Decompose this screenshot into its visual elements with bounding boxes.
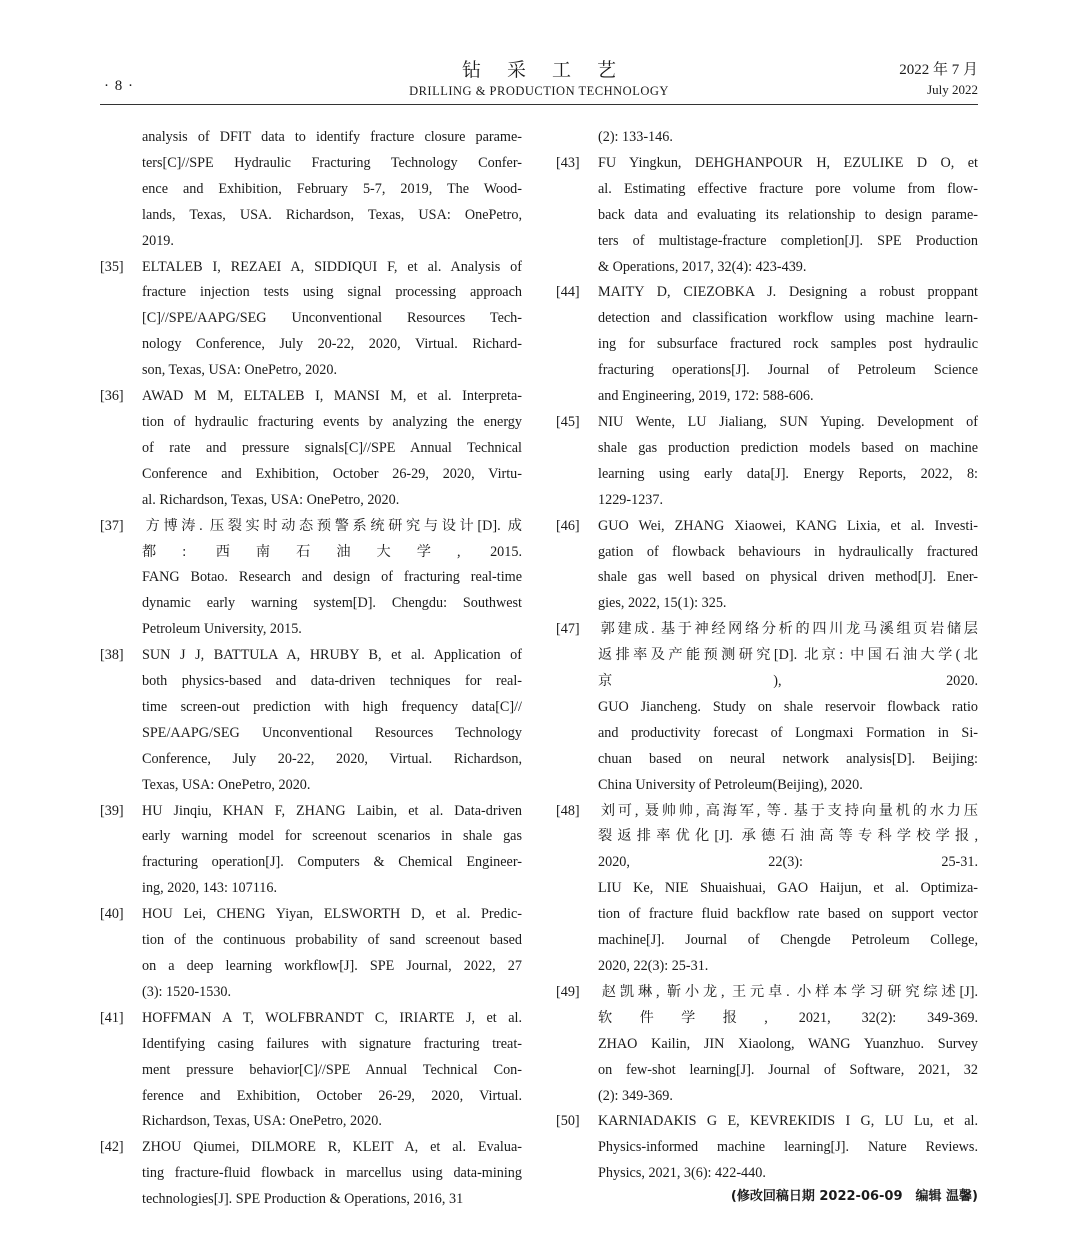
reference-line xyxy=(556,954,978,980)
reference-line xyxy=(100,1161,522,1187)
reference-line xyxy=(100,695,522,721)
reference-text: SPE/AAPG/SEG Unconventional Resources Technology xyxy=(142,724,522,741)
reference-text: ting fracture-fluid flowback in marcellus using data-mining xyxy=(142,1165,522,1182)
reference-line xyxy=(556,436,978,462)
reference-text: 2019. xyxy=(142,232,174,249)
reference-text: Texas, USA: OnePetro, 2020. xyxy=(142,776,311,793)
reference-line xyxy=(556,643,978,669)
reference-text: 返排率及产能预测研究[D]. 北京: 中国石油大学(北 xyxy=(598,647,978,664)
reference-text: 刘可, 聂帅帅, 高海军, 等. 基于支持向量机的水力压 xyxy=(598,802,978,819)
reference-number: [44] xyxy=(556,284,580,301)
reference-entry xyxy=(556,151,978,281)
reference-entry xyxy=(100,643,522,798)
reference-line xyxy=(556,1084,978,1110)
reference-text: ZHAO Kailin, JIN Xiaolong, WANG Yuanzhuo. Survey xyxy=(598,1035,978,1052)
reference-number: [38] xyxy=(100,647,124,664)
reference-line xyxy=(100,773,522,799)
reference-text: son, Texas, USA: OnePetro, 2020. xyxy=(142,362,337,379)
reference-line xyxy=(556,824,978,850)
reference-entry xyxy=(556,799,978,980)
reference-line xyxy=(556,125,978,151)
left-column xyxy=(100,125,522,1213)
reference-line xyxy=(100,643,522,669)
reference-entry xyxy=(556,280,978,410)
reference-line xyxy=(556,410,978,436)
reference-line xyxy=(556,928,978,954)
reference-line xyxy=(100,1135,522,1161)
journal-title-cn: 钻采工艺 xyxy=(461,60,642,81)
reference-line xyxy=(100,384,522,410)
issue-date-cn: 2022 年 7 月 xyxy=(899,62,978,78)
reference-text: AWAD M M, ELTALEB I, MANSI M, et al. Interpreta- xyxy=(142,388,522,405)
reference-text: NIU Wente, LU Jialiang, SUN Yuping. Development of xyxy=(598,413,978,430)
reference-text: HOFFMAN A T, WOLFBRANDT C, IRIARTE J, et al. xyxy=(142,1009,522,1026)
reference-text: MAITY D, CIEZOBKA J. Designing a robust proppant xyxy=(598,284,978,301)
reference-text: 裂返排率优化[J]. 承德石油高等专科学校学报, xyxy=(598,828,978,845)
reference-text: China University of Petroleum(Beijing), 2020. xyxy=(598,776,863,793)
reference-line xyxy=(556,850,978,876)
reference-line xyxy=(556,255,978,281)
reference-number: [35] xyxy=(100,258,124,275)
reference-line xyxy=(100,954,522,980)
reference-number: [43] xyxy=(556,154,580,171)
reference-line xyxy=(556,876,978,902)
reference-text: gation of flowback behaviours in hydraulically fractured xyxy=(598,543,978,560)
reference-text: shale gas production prediction models based on machine xyxy=(598,439,978,456)
reference-line xyxy=(100,1032,522,1058)
reference-text: FANG Botao. Research and design of fracturing real-time xyxy=(142,569,522,586)
reference-text: Conference, July 20-22, 2020, Virtual. Richardson, xyxy=(142,750,522,767)
reference-text: (2): 349-369. xyxy=(598,1087,673,1104)
reference-line xyxy=(556,747,978,773)
reference-line xyxy=(100,1058,522,1084)
reference-line xyxy=(556,902,978,928)
reference-line xyxy=(556,721,978,747)
reference-line xyxy=(556,1006,978,1032)
reference-text: tion of hydraulic fracturing events by analyzing the energy xyxy=(142,413,522,430)
reference-line xyxy=(556,177,978,203)
reference-text: fracturing operation[J]. Computers & Chemical Engineer- xyxy=(142,854,522,871)
reference-line xyxy=(556,773,978,799)
reference-line xyxy=(556,1135,978,1161)
reference-text: fracturing operations[J]. Journal of Petroleum Science xyxy=(598,362,978,379)
reference-line xyxy=(556,565,978,591)
reference-text: 赵凯琳, 靳小龙, 王元卓. 小样本学习研究综述[J]. xyxy=(598,983,978,1000)
reference-line xyxy=(556,1109,978,1135)
reference-text: fracture injection tests using signal processing approach xyxy=(142,284,522,301)
reference-text: ELTALEB I, REZAEI A, SIDDIQUI F, et al. Analysis of xyxy=(142,258,522,275)
reference-text: ters[C]//SPE Hydraulic Fracturing Technology Confer- xyxy=(142,154,522,171)
reference-number: [49] xyxy=(556,983,580,1000)
reference-text: machine[J]. Journal of Chengde Petroleum College, xyxy=(598,932,978,949)
page-number: · 8 · xyxy=(104,78,134,94)
reference-line xyxy=(100,358,522,384)
reference-text: detection and classification workflow using machine learn- xyxy=(598,310,978,327)
reference-entry xyxy=(100,1006,522,1136)
reference-line xyxy=(556,1161,978,1187)
reference-line xyxy=(556,799,978,825)
reference-entry xyxy=(556,514,978,618)
reference-text: ing for subsurface fractured rock samples post hydraulic xyxy=(598,336,978,353)
header-rule xyxy=(100,104,978,105)
reference-line xyxy=(556,280,978,306)
reference-text: GUO Wei, ZHANG Xiaowei, KANG Lixia, et al. Investi- xyxy=(598,517,978,534)
reference-line xyxy=(100,514,522,540)
journal-title-en: DRILLING & PRODUCTION TECHNOLOGY xyxy=(409,84,669,98)
reference-text: nology Conference, July 20-22, 2020, Virtual. Richard- xyxy=(142,336,522,353)
reference-text: 方博涛. 压裂实时动态预警系统研究与设计[D]. 成 xyxy=(142,517,522,534)
reference-entry xyxy=(556,410,978,514)
reference-line xyxy=(100,850,522,876)
reference-text: dynamic early warning system[D]. Chengdu: Southwest xyxy=(142,595,522,612)
reference-line xyxy=(100,177,522,203)
reference-line xyxy=(556,332,978,358)
reference-line xyxy=(100,928,522,954)
reference-text: ence and Exhibition, February 5-7, 2019, The Wood- xyxy=(142,180,522,197)
reference-line xyxy=(100,306,522,332)
reference-line xyxy=(556,617,978,643)
reference-line xyxy=(100,540,522,566)
reference-line xyxy=(556,306,978,332)
reference-line xyxy=(100,436,522,462)
issue-date-en: July 2022 xyxy=(927,82,978,97)
reference-line xyxy=(556,514,978,540)
reference-text: FU Yingkun, DEHGHANPOUR H, EZULIKE D O, et xyxy=(598,154,978,171)
reference-text: shale gas well based on physical driven method[J]. Ener- xyxy=(598,569,978,586)
reference-line xyxy=(100,824,522,850)
reference-line xyxy=(556,229,978,255)
reference-entry xyxy=(100,799,522,903)
issue-date xyxy=(899,60,978,100)
reference-text: Physics-informed machine learning[J]. Nature Reviews. xyxy=(598,1139,978,1156)
reference-entry xyxy=(100,125,522,255)
reference-line xyxy=(556,591,978,617)
reference-line xyxy=(100,1109,522,1135)
reference-number: [48] xyxy=(556,802,580,819)
reference-text: tion of the continuous probability of sand screenout based xyxy=(142,932,522,949)
reference-text: GUO Jiancheng. Study on shale reservoir flowback ratio xyxy=(598,698,978,715)
reference-number: [45] xyxy=(556,413,580,430)
reference-text: Physics, 2021, 3(6): 422-440. xyxy=(598,1165,766,1182)
reference-text: ment pressure behavior[C]//SPE Annual Technical Con- xyxy=(142,1061,522,1078)
reference-line xyxy=(556,695,978,721)
reference-text: LIU Ke, NIE Shuaishuai, GAO Haijun, et al. Optimiza- xyxy=(598,880,978,897)
reference-text: & Operations, 2017, 32(4): 423-439. xyxy=(598,258,807,275)
reference-line xyxy=(100,125,522,151)
reference-entry xyxy=(556,617,978,798)
reference-text: time screen-out prediction with high frequency data[C]// xyxy=(142,698,522,715)
reference-text: of rate and pressure signals[C]//SPE Annual Technical xyxy=(142,439,522,456)
reference-line xyxy=(556,1032,978,1058)
reference-text: Richardson, Texas, USA: OnePetro, 2020. xyxy=(142,1113,382,1130)
reference-text: gies, 2022, 15(1): 325. xyxy=(598,595,727,612)
journal-title xyxy=(100,60,978,99)
reference-line xyxy=(100,203,522,229)
reference-line xyxy=(100,1006,522,1032)
reference-text: Petroleum University, 2015. xyxy=(142,621,302,638)
reference-text: 郭建成. 基于神经网络分析的四川龙马溪组页岩储层 xyxy=(598,621,978,638)
reference-text: Identifying casing failures with signature fracturing treat- xyxy=(142,1035,522,1052)
reference-entry xyxy=(100,384,522,514)
reference-text: and Engineering, 2019, 172: 588-606. xyxy=(598,388,814,405)
reference-text: 软件学报, 2021, 32(2): 349-369. xyxy=(598,1009,978,1026)
reference-text: 2020, 22(3): 25-31. xyxy=(598,958,709,974)
reference-line xyxy=(100,876,522,902)
reference-number: [37] xyxy=(100,517,124,534)
reference-line xyxy=(100,462,522,488)
reference-entry xyxy=(100,902,522,1006)
reference-text: 都: 西南石油大学, 2015. xyxy=(142,543,522,560)
reference-text: (3): 1520-1530. xyxy=(142,983,232,1000)
reference-text: ference and Exhibition, October 26-29, 2020, Virtual. xyxy=(142,1087,522,1104)
reference-number: [39] xyxy=(100,802,124,819)
reference-text: and productivity forecast of Longmaxi Formation in Si- xyxy=(598,724,978,741)
reference-line xyxy=(556,540,978,566)
reference-line xyxy=(556,462,978,488)
reference-entry xyxy=(556,1109,978,1187)
reference-line xyxy=(100,591,522,617)
reference-text: 2020, 22(3): 25-31. xyxy=(598,854,978,871)
reference-line xyxy=(100,565,522,591)
reference-text: 1229-1237. xyxy=(598,491,664,508)
reference-number: [41] xyxy=(100,1009,124,1026)
reference-line xyxy=(556,980,978,1006)
reference-text: technologies[J]. SPE Production & Operations, 2016, 31 xyxy=(142,1191,464,1208)
reference-text: al. Richardson, Texas, USA: OnePetro, 2020. xyxy=(142,491,400,508)
reference-line xyxy=(100,980,522,1006)
reference-line xyxy=(100,255,522,281)
reference-line xyxy=(556,669,978,695)
reference-text: chuan based on neural network analysis[D]. Beijing: xyxy=(598,750,978,767)
reference-line xyxy=(556,151,978,177)
reference-line xyxy=(100,902,522,928)
right-column xyxy=(556,125,978,1187)
reference-line xyxy=(100,721,522,747)
reference-text: Conference and Exhibition, October 26-29, 2020, Virtu- xyxy=(142,465,522,482)
reference-text: both physics-based and data-driven techniques for real- xyxy=(142,673,522,690)
reference-text: HU Jinqiu, KHAN F, ZHANG Laibin, et al. Data-driven xyxy=(142,802,522,819)
reference-line xyxy=(100,1187,522,1213)
reference-text: al. Estimating effective fracture pore volume from flow- xyxy=(598,180,978,197)
reference-text: learning using early data[J]. Energy Reports, 2022, 8: xyxy=(598,465,978,482)
reference-line xyxy=(556,203,978,229)
reference-number: [50] xyxy=(556,1113,580,1130)
reference-line xyxy=(556,488,978,514)
reference-line xyxy=(556,358,978,384)
reference-text: (2): 133-146. xyxy=(598,129,673,145)
reference-entry xyxy=(100,1135,522,1213)
reference-line xyxy=(100,669,522,695)
reference-entry xyxy=(556,980,978,1110)
reference-text: lands, Texas, USA. Richardson, Texas, USA: OnePetro, xyxy=(142,206,522,223)
reference-text: HOU Lei, CHENG Yiyan, ELSWORTH D, et al. Predic- xyxy=(142,906,522,923)
reference-text: ters of multistage-fracture completion[J]. SPE Production xyxy=(598,232,978,249)
reference-line xyxy=(556,1058,978,1084)
reference-line xyxy=(100,410,522,436)
reference-entry xyxy=(100,514,522,644)
reference-text: analysis of DFIT data to identify fracture closure parame- xyxy=(142,129,522,145)
reference-number: [42] xyxy=(100,1139,124,1156)
reference-number: [36] xyxy=(100,388,124,405)
reference-number: [46] xyxy=(556,517,580,534)
reference-text: SUN J J, BATTULA A, HRUBY B, et al. Application of xyxy=(142,647,522,664)
reference-line xyxy=(100,747,522,773)
reference-text: KARNIADAKIS G E, KEVREKIDIS I G, LU Lu, et al. xyxy=(598,1113,978,1130)
reference-text: on few-shot learning[J]. Journal of Software, 2021, 32 xyxy=(598,1061,978,1078)
reference-text: on a deep learning workflow[J]. SPE Journal, 2022, 27 xyxy=(142,958,522,974)
reference-line xyxy=(100,332,522,358)
reference-line xyxy=(556,384,978,410)
reference-text: early warning model for screenout scenarios in shale gas xyxy=(142,828,522,845)
reference-text: back data and evaluating its relationship to design parame- xyxy=(598,206,978,223)
reference-text: ZHOU Qiumei, DILMORE R, KLEIT A, et al. Evalua- xyxy=(142,1139,522,1156)
reference-number: [40] xyxy=(100,906,124,923)
reference-entry xyxy=(556,125,978,151)
reference-text: tion of fracture fluid backflow rate based on support vector xyxy=(598,906,978,923)
reference-number: [47] xyxy=(556,621,580,638)
reference-line xyxy=(100,151,522,177)
reference-entry xyxy=(100,255,522,385)
reference-line xyxy=(100,229,522,255)
reference-line xyxy=(100,1084,522,1110)
reference-text: 京), 2020. xyxy=(598,673,978,690)
revision-note: (修改回稿日期 2022-06-09 编辑 温馨) xyxy=(730,1189,978,1204)
page-header xyxy=(100,56,978,102)
reference-line xyxy=(100,799,522,825)
reference-line xyxy=(100,617,522,643)
reference-text: ing, 2020, 143: 107116. xyxy=(142,880,278,897)
reference-text: [C]//SPE/AAPG/SEG Unconventional Resources Tech- xyxy=(142,310,522,327)
reference-line xyxy=(100,488,522,514)
reference-line xyxy=(100,280,522,306)
